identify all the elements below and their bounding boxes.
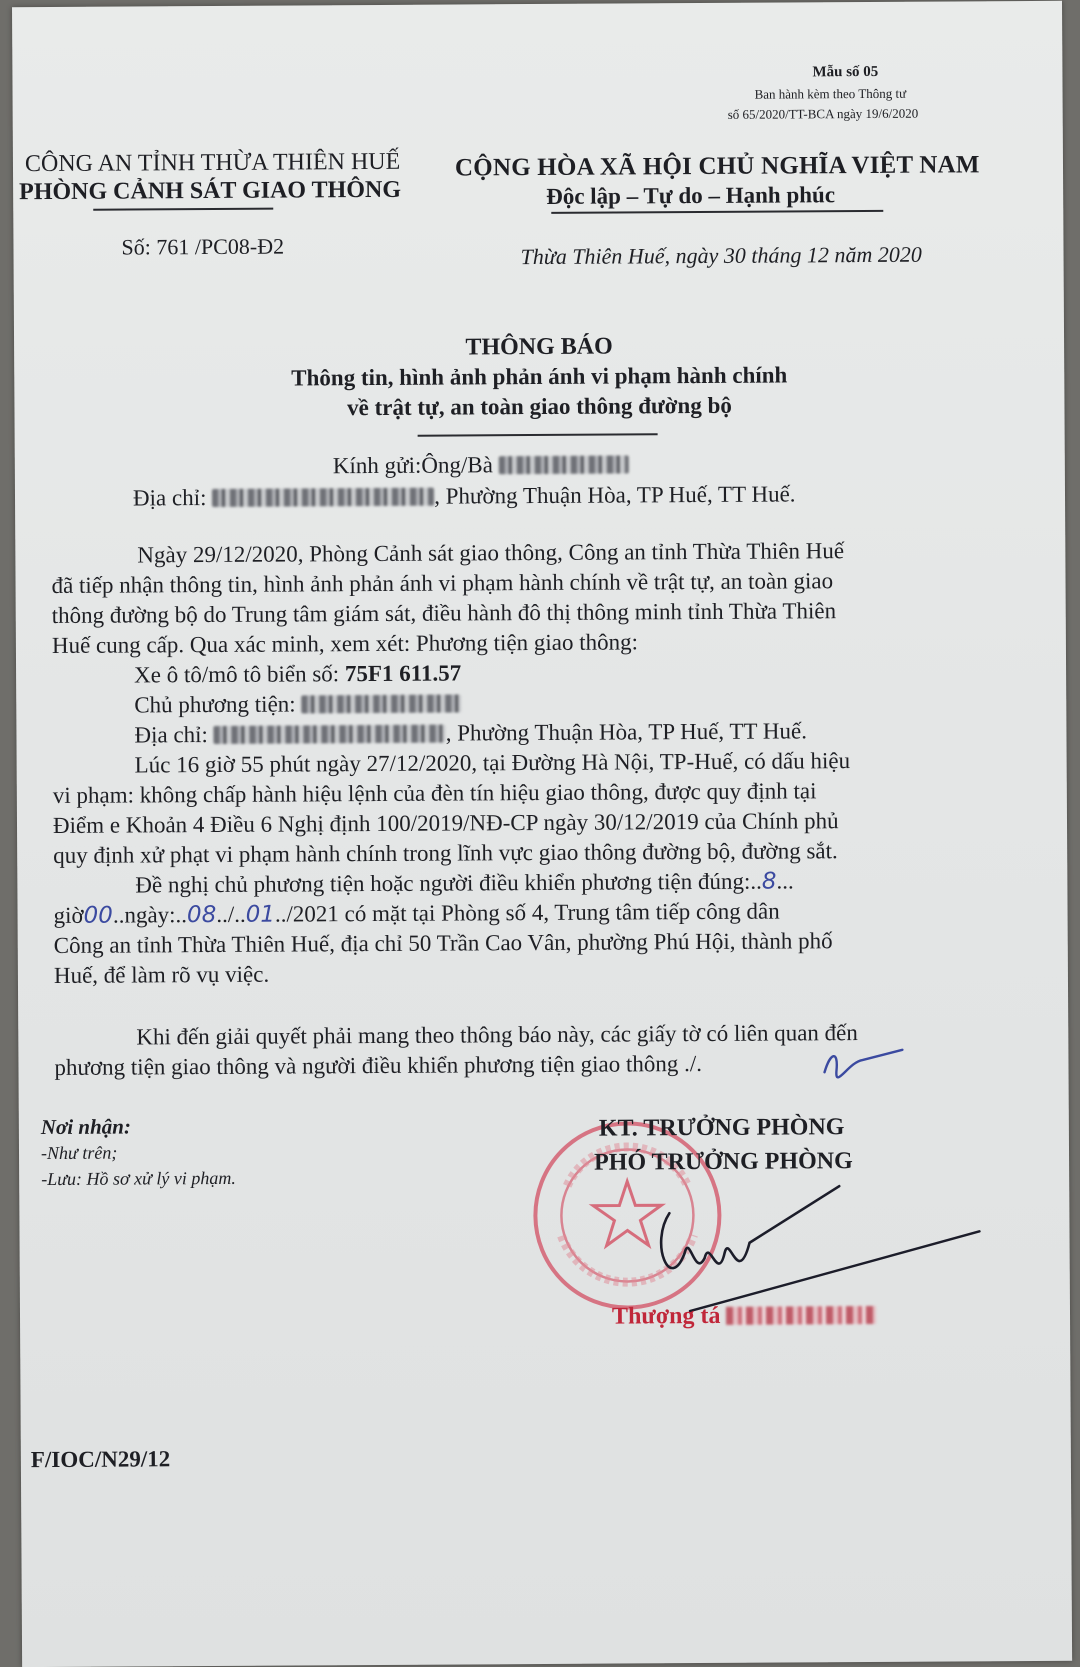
body-p2-line2: vi phạm: không chấp hành hiệu lệnh của đèn tín hiệu giao thông, được quy định tại [52, 778, 817, 808]
place-and-date: Thừa Thiên Huế, ngày 30 tháng 12 năm 2020 [520, 241, 922, 270]
issued-note-line2: số 65/2020/TT-BCA ngày 19/6/2020 [727, 105, 919, 122]
handwritten-minute: 00 [83, 902, 113, 929]
p3-line2-a: giờ [53, 902, 84, 928]
owner-label: Chủ phương tiện: [134, 691, 302, 718]
body-p2-line1: Lúc 16 giờ 55 phút ngày 27/12/2020, tại Đường Hà Nội, TP-Huế, có dấu hiệu [134, 748, 851, 778]
vehicle-owner [134, 690, 461, 718]
body-p3-line4: Huế, để làm rõ vụ việc. [53, 961, 270, 988]
redacted-name [499, 455, 629, 474]
signer-rank: Thượng tá [611, 1302, 727, 1330]
form-number: Mẫu số 05 [812, 63, 879, 81]
body-p3-line3: Công an tỉnh Thừa Thiên Huế, địa chỉ 50 Trần Cao Vân, phường Phú Hội, thành phố [53, 928, 833, 958]
body-p1-line3: thông đường bộ do Trung tâm giám sát, điều hành đô thị thông minh tỉnh Thừa Thiên [51, 598, 837, 628]
issued-note-line1: Ban hành kèm theo Thông tư [754, 85, 907, 102]
body-p2-line3: Điểm e Khoản 4 Điều 6 Nghị định 100/2019/NĐ-CP ngày 30/12/2019 của Chính phủ [52, 808, 839, 838]
title-underline [418, 433, 658, 436]
nation-title: CỘNG HÒA XÃ HỘI CHỦ NGHĨA VIỆT NAM [454, 151, 980, 182]
body-p4-line2: phương tiện giao thông và người điều khiển phương tiện giao thông ./. [54, 1051, 703, 1080]
signer-rank-and-name [612, 1302, 877, 1331]
notice-subtitle-line2: về trật tự, an toàn giao thông đường bộ [347, 392, 732, 421]
owner-address-tail: , Phường Thuận Hòa, TP Huế, TT Huế. [445, 718, 808, 746]
redacted-owner-address [214, 725, 446, 744]
motto-underline [551, 210, 883, 214]
national-motto: Độc lập – Tự do – Hạnh phúc [546, 182, 836, 209]
salutation [333, 451, 629, 479]
owner-address-label: Địa chỉ: [134, 721, 214, 748]
body-p2-line4: quy định xử phạt vi phạm hành chính trong lĩnh vực giao thông đường bộ, đường sắt. [53, 838, 838, 868]
agency-name: PHÒNG CẢNH SÁT GIAO THÔNG [19, 176, 402, 206]
redacted-owner [301, 694, 461, 713]
p3-line2-d: ../2021 có mặt tại Phòng số 4, Trung tâm tiếp công dân [274, 898, 780, 927]
body-p1-line2: đã tiếp nhận thông tin, hình ảnh phản ánh vi phạm hành chính về trật tự, an toàn giao [51, 568, 834, 598]
p3-line2-c: ../.. [216, 901, 246, 927]
handwritten-day: 08 [186, 901, 217, 929]
p3-line1-end: ... [776, 868, 794, 894]
address-tail: , Phường Thuận Hòa, TP Huế, TT Huế. [434, 481, 796, 509]
footer-reference-code: F/IOC/N29/12 [30, 1446, 171, 1473]
redacted-address [212, 488, 434, 507]
recipients-heading: Nơi nhận: [40, 1114, 131, 1140]
handwritten-month: 01 [245, 901, 276, 928]
notice-title: THÔNG BÁO [465, 333, 613, 361]
body-p1-line4: Huế cung cấp. Qua xác minh, xem xét: Phương tiện giao thông: [51, 629, 639, 658]
vehicle-plate [134, 660, 461, 688]
agency-parent: CÔNG AN TỈNH THỪA THIÊN HUẾ [24, 148, 401, 178]
body-p1-line1: Ngày 29/12/2020, Phòng Cảnh sát giao thông, Công an tỉnh Thừa Thiên Huế [137, 538, 845, 568]
plate-value: 75F1 611.57 [344, 660, 462, 687]
handwritten-signature-icon [609, 1181, 990, 1313]
addressee-address [133, 481, 796, 511]
body-p4-line1: Khi đến giải quyết phải mang theo thông báo này, các giấy tờ có liên quan đến [136, 1020, 858, 1050]
document-page [12, 1, 1072, 1667]
agency-underline [93, 208, 273, 211]
signature-title-line1: KT. TRƯỞNG PHÒNG [598, 1114, 845, 1142]
p3-line2-b: ..ngày:.. [112, 902, 188, 928]
recipient-item-2: -Lưu: Hồ sơ xử lý vi phạm. [41, 1167, 236, 1190]
notice-subtitle-line1: Thông tin, hình ảnh phản ánh vi phạm hành chính [291, 362, 788, 391]
redacted-signer-name [726, 1306, 876, 1325]
address-label: Địa chỉ: [132, 485, 207, 511]
owner-address [134, 718, 807, 748]
signature-title-line2: PHÓ TRƯỞNG PHÒNG [593, 1148, 853, 1176]
handwritten-initial-mark [818, 1042, 908, 1083]
body-p3-line2 [53, 899, 779, 929]
document-number: Số: 761 /PC08-Đ2 [121, 233, 285, 260]
body-p3-line1 [135, 868, 793, 898]
salutation-label: Kính gửi:Ông/Bà [332, 452, 493, 479]
plate-label: Xe ô tô/mô tô biển số: [134, 661, 345, 688]
p3-line1-text: Đề nghị chủ phương tiện hoặc người điều khiển phương tiện đúng:.. [135, 868, 762, 898]
handwritten-hour: 8 [761, 868, 777, 895]
recipient-item-1: -Như trên; [40, 1142, 118, 1164]
